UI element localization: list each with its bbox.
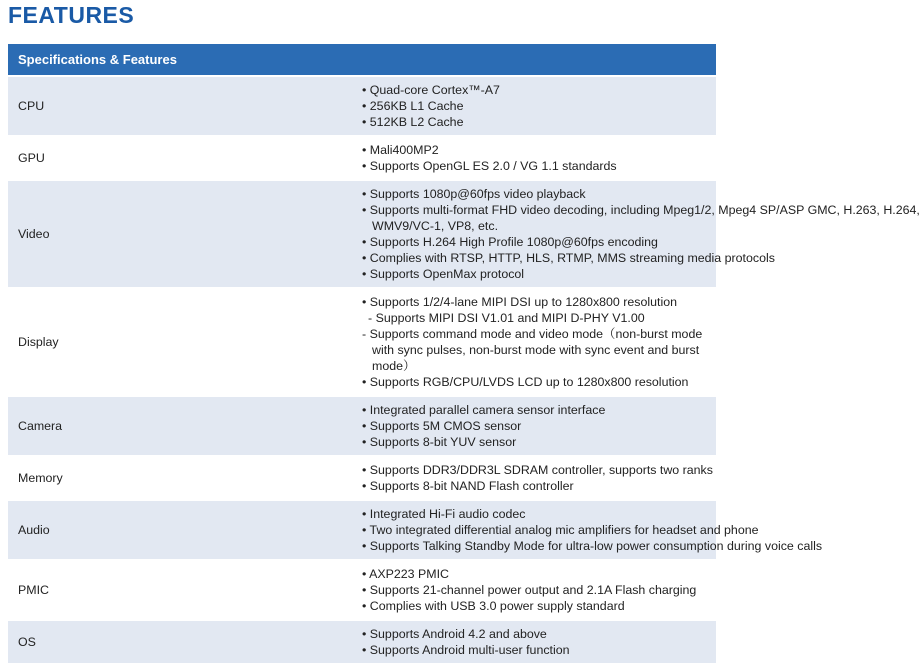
row-category: Display	[8, 288, 362, 396]
feature-subitem: - Supports MIPI DSI V1.01 and MIPI D-PHY V1.00	[368, 311, 645, 325]
row-category: Memory	[8, 456, 362, 500]
table-row	[8, 456, 716, 500]
feature-item: • Two integrated differential analog mic amplifiers for headset and phone	[362, 523, 759, 537]
feature-item: • Supports 5M CMOS sensor	[362, 419, 522, 433]
row-category: OS	[8, 620, 362, 663]
row-category: GPU	[8, 136, 362, 180]
feature-item: • Mali400MP2	[362, 143, 439, 157]
table-row	[8, 500, 716, 560]
table-row	[8, 76, 716, 136]
feature-item: • 512KB L2 Cache	[362, 115, 464, 129]
row-features	[362, 560, 716, 620]
feature-item: • Supports 8-bit NAND Flash controller	[362, 479, 574, 493]
row-features	[362, 396, 716, 456]
row-category: Audio	[8, 500, 362, 560]
row-features	[362, 180, 920, 288]
table-header-row	[8, 44, 716, 76]
feature-item: • Complies with RTSP, HTTP, HLS, RTMP, MMS streaming media protocols	[362, 251, 775, 265]
feature-item: • Supports OpenMax protocol	[362, 267, 525, 281]
feature-item: • Supports multi-format FHD video decoding, including Mpeg1/2, Mpeg4 SP/ASP GMC, H.263, H.264,	[362, 203, 920, 217]
feature-item: • Supports 8-bit YUV sensor	[362, 435, 517, 449]
table-row	[8, 560, 716, 620]
table-row	[8, 396, 716, 456]
feature-item: • Quad-core Cortex™-A7	[362, 83, 500, 97]
row-category: PMIC	[8, 560, 362, 620]
row-features	[362, 288, 716, 396]
feature-item: • Supports Talking Standby Mode for ultra-low power consumption during voice calls	[362, 539, 823, 553]
table-row	[8, 288, 716, 396]
feature-item-continuation: WMV9/VC-1, VP8, etc.	[372, 219, 499, 233]
feature-item: • Supports Android 4.2 and above	[362, 627, 547, 641]
feature-item: • 256KB L1 Cache	[362, 99, 464, 113]
feature-item: • Supports Android multi-user function	[362, 643, 570, 657]
feature-item: • Complies with USB 3.0 power supply standard	[362, 599, 625, 613]
feature-item: • Supports RGB/CPU/LVDS LCD up to 1280x800 resolution	[362, 375, 689, 389]
feature-item: • AXP223 PMIC	[362, 567, 449, 581]
row-features	[362, 136, 716, 180]
spec-table	[8, 44, 920, 663]
row-category: Camera	[8, 396, 362, 456]
table-header: Specifications & Features	[8, 44, 716, 76]
table-body	[8, 76, 920, 663]
page-title: FEATURES	[8, 2, 135, 28]
feature-item: • Supports 21-channel power output and 2.1A Flash charging	[362, 583, 697, 597]
feature-item: • Supports H.264 High Profile 1080p@60fps encoding	[362, 235, 658, 249]
table-row	[8, 620, 716, 663]
feature-item: • Supports DDR3/DDR3L SDRAM controller, supports two ranks	[362, 463, 713, 477]
feature-item: • Integrated Hi-Fi audio codec	[362, 507, 526, 521]
row-features	[362, 76, 716, 136]
feature-item: • Supports 1080p@60fps video playback	[362, 187, 586, 201]
row-features	[362, 500, 823, 560]
row-features	[362, 620, 716, 663]
row-category: CPU	[8, 76, 362, 136]
feature-subitem: - Supports command mode and video mode（non-burst mode with sync pulses, non-burst mode with sync event and burst mode）	[362, 327, 703, 373]
feature-item: • Supports OpenGL ES 2.0 / VG 1.1 standards	[362, 159, 617, 173]
table-row	[8, 180, 716, 288]
row-features	[362, 456, 716, 500]
feature-item: • Supports 1/2/4-lane MIPI DSI up to 1280x800 resolution	[362, 295, 677, 309]
row-category: Video	[8, 180, 362, 288]
feature-item: • Integrated parallel camera sensor interface	[362, 403, 606, 417]
table-row	[8, 136, 716, 180]
